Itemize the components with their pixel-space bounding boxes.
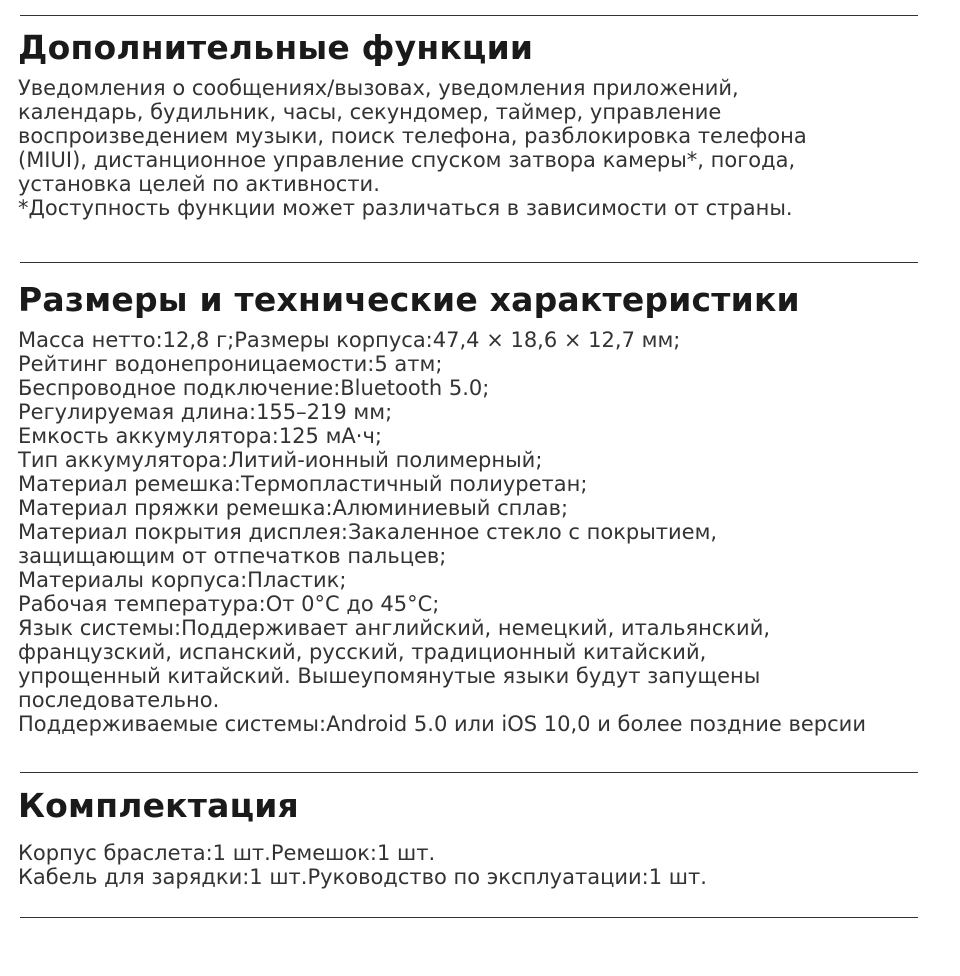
footnote: *Доступность функции может различаться в зависимости от страны. [18,196,793,220]
spec-row: защищающим от отпечатков пальцев; [18,544,447,568]
section-specifications [18,280,918,736]
body-line: календарь, будильник, часы, секундомер, таймер, управление [18,100,722,124]
spec-row: Тип аккумулятора:Литий-ионный полимерный; [18,448,543,472]
spec-row: последовательно. [18,688,220,712]
spec-row: Материал пряжки ремешка:Алюминиевый сплав; [18,496,569,520]
body-line: Уведомления о сообщениях/вызовах, уведомления приложений, [18,76,739,100]
spec-row: Материалы корпуса:Пластик; [18,568,347,592]
section-title: Комплектация [18,786,299,825]
spec-row: Масса нетто:12,8 г;Размеры корпуса:47,4 × 18,6 × 12,7 мм; [18,328,681,352]
spec-row: Рабочая температура:От 0°C до 45°C; [18,592,440,616]
spec-row: Материал покрытия дисплея:Закаленное стекло с покрытием, [18,520,718,544]
section-title: Размеры и технические характеристики [18,280,800,319]
body-line: установка целей по активности. [18,172,380,196]
section-body [18,76,918,220]
spec-row: Поддерживаемые системы:Android 5.0 или iOS 10,0 и более поздние версии [18,712,866,736]
spec-row: Регулируемая длина:155–219 мм; [18,400,393,424]
spec-row: упрощенный китайский. Вышеупомянутые языки будут запущены [18,664,761,688]
package-line: Кабель для зарядки:1 шт.Руководство по эксплуатации:1 шт. [18,865,707,889]
divider-bottom [20,917,918,918]
spec-row: французский, испанский, русский, традиционный китайский, [18,640,707,664]
divider [20,262,918,263]
divider [20,772,918,773]
body-line: воспроизведением музыки, поиск телефона, разблокировка телефона [18,124,807,148]
section-additional-features [18,28,918,220]
spec-row: Рейтинг водонепроницаемости:5 атм; [18,352,443,376]
package-line: Корпус браслета:1 шт.Ремешок:1 шт. [18,841,436,865]
section-body [18,841,918,889]
spec-row: Материал ремешка:Термопластичный полиуретан; [18,472,588,496]
spec-row: Беспроводное подключение:Bluetooth 5.0; [18,376,490,400]
spec-row: Язык системы:Поддерживает английский, немецкий, итальянский, [18,616,771,640]
spec-row: Емкость аккумулятора:125 мА·ч; [18,424,382,448]
section-body [18,328,918,736]
section-title: Дополнительные функции [18,28,534,67]
section-package-contents [18,786,918,889]
body-line: (MIUI), дистанционное управление спуском затвора камеры*, погода, [18,148,796,172]
divider-top [20,15,918,16]
